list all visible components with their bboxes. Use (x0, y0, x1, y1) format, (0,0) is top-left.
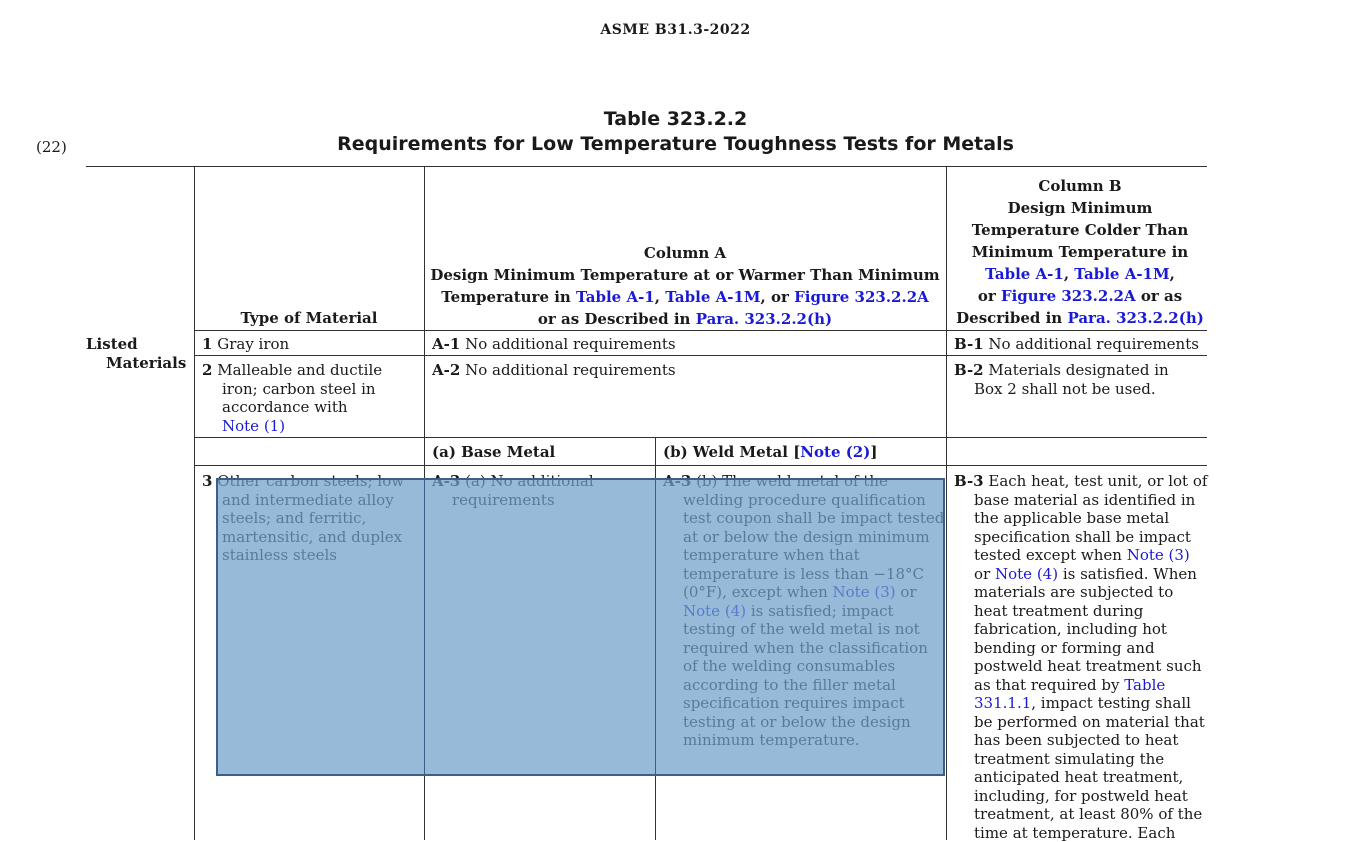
row2-type (202, 361, 402, 435)
rule-row2 (194, 437, 1207, 438)
col-b-l3: Temperature Colder Than (971, 221, 1189, 239)
row2-b-code: B-2 (954, 361, 984, 379)
col-b-l7 (948, 307, 1212, 329)
row1-b-code: B-1 (954, 335, 984, 353)
col-b-l2: Design Minimum (1007, 199, 1153, 217)
link-note-1[interactable]: Note (1) (222, 416, 286, 435)
col-b-l6-post: or as (1135, 287, 1183, 305)
highlight-divider-2 (655, 478, 656, 776)
row1-b-text: No additional requirements (983, 335, 1199, 353)
row1-col-b (954, 335, 1210, 354)
row3-b-text2: is satisfied. When materials are subjected to heat treatment during fabrication, including hot bending or forming and postweld heat treatment such as that required by (974, 564, 1202, 694)
table-number: Table 323.2.2 (603, 108, 748, 130)
col-a-l4 (426, 308, 944, 330)
row3-b-text3: , impact testing shall be performed on material that has been subjected to heat treatment simulating the anticipated heat treatment, including, for postweld heat treatment, at least 80% of the time at temperature. Each (974, 694, 1205, 842)
standard-header: ASME B31.3-2022 (600, 22, 751, 38)
subhead-weld-post: ] (870, 443, 878, 461)
row2-type-text: Malleable and ductile iron; carbon steel in accordance with (217, 361, 383, 416)
col-type-header: Type of Material (240, 309, 378, 327)
col-a-l3 (426, 286, 944, 308)
link-table-a1[interactable]: Table A-1 (576, 288, 655, 306)
rule-col-type-left (194, 166, 195, 840)
col-b-header (948, 175, 1212, 329)
row3-num: 3 (202, 472, 213, 490)
link-table-331-1-1[interactable]: Table 331.1.1 (974, 675, 1166, 712)
row2-num: 2 (202, 361, 213, 379)
rule-subhead (194, 465, 1207, 466)
link-note-4-b[interactable]: Note (4) (994, 564, 1059, 583)
col-b-sep: , (1063, 265, 1075, 283)
row1-col-a (432, 335, 942, 354)
col-a-header (426, 242, 944, 330)
col-a-l1: Column A (643, 244, 727, 262)
col-b-l6-pre: or (977, 287, 1001, 305)
rule-row1 (194, 355, 1207, 356)
row1-a-text: No additional requirements (460, 335, 676, 353)
link-note-2[interactable]: Note (2) (800, 443, 871, 461)
listed-l1: Listed (86, 335, 138, 353)
row3-b-code: B-3 (954, 472, 984, 490)
link-table-a1m[interactable]: Table A-1M (665, 288, 761, 306)
col-b-l1: Column B (1038, 177, 1122, 195)
row2-b-text: Materials designated in Box 2 shall not be used. (974, 361, 1169, 398)
listed-materials-label (86, 335, 192, 372)
table-title: Requirements for Low Temperature Toughness Tests for Metals (337, 133, 1014, 155)
listed-l2: Materials (106, 353, 187, 372)
col-b-l5 (948, 263, 1212, 285)
rule-header-bottom (194, 330, 1207, 331)
highlight-divider-1 (424, 478, 425, 776)
row1-a-code: A-1 (432, 335, 461, 353)
row3-b-mid: or (974, 564, 995, 583)
col-a-sep2: , or (760, 288, 795, 306)
link-note-3-b[interactable]: Note (3) (1126, 546, 1190, 564)
revision-mark: (22) (36, 138, 67, 156)
subhead-weld-pre: (b) Weld Metal [ (663, 443, 801, 461)
row2-col-a (432, 361, 942, 380)
col-b-end: , (1169, 265, 1175, 283)
row1-type (202, 335, 422, 354)
row1-num: 1 (202, 335, 213, 353)
subhead-weld-metal (663, 443, 943, 462)
row2-col-b (954, 361, 1184, 398)
row3-b-text1: Each heat, test unit, or lot of base material as identified in the applicable base metal specification shall be impact tested except when (974, 472, 1208, 564)
row1-type-text: Gray iron (217, 335, 290, 353)
col-a-l4-pre: or as Described in (537, 310, 696, 328)
rule-col-b-left (946, 166, 947, 840)
row2-a-code: A-2 (432, 361, 461, 379)
col-b-l4: Minimum Temperature in (971, 243, 1189, 261)
col-b-l6 (948, 285, 1212, 307)
link-para-323-2-2h[interactable]: Para. 323.2.2(h) (695, 310, 833, 328)
row3-col-b (954, 472, 1210, 842)
col-a-l3-pre: Temperature in (441, 288, 577, 306)
row2-a-text: No additional requirements (460, 361, 676, 379)
link-figure-323-2-2a[interactable]: Figure 323.2.2A (794, 288, 929, 306)
subhead-base-metal: (a) Base Metal (432, 443, 556, 461)
link-figure-323-2-2a-b[interactable]: Figure 323.2.2A (1000, 287, 1136, 305)
selection-highlight[interactable] (216, 478, 945, 776)
col-b-l7-pre: Described in (956, 309, 1068, 327)
col-a-l2: Design Minimum Temperature at or Warmer Than Minimum (430, 266, 940, 284)
link-table-a1m-b[interactable]: Table A-1M (1074, 265, 1170, 283)
rule-top (86, 166, 1207, 167)
link-para-323-2-2h-b[interactable]: Para. 323.2.2(h) (1067, 309, 1204, 327)
link-table-a1-b[interactable]: Table A-1 (985, 265, 1064, 283)
col-a-sep1: , (654, 288, 666, 306)
